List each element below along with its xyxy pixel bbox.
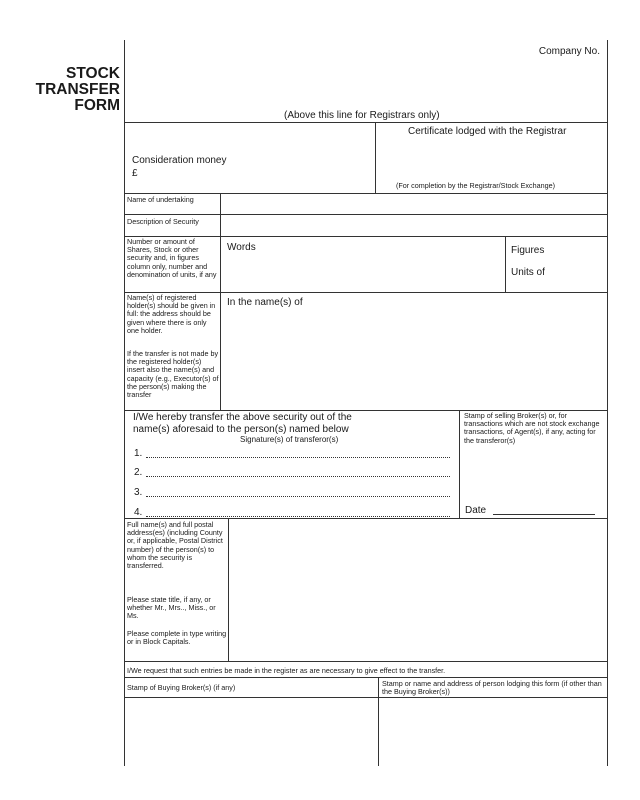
signature-line-3[interactable] (146, 496, 450, 497)
signature-line-4[interactable] (146, 516, 450, 517)
words-label: Words (227, 242, 256, 253)
stamp-selling-divider (459, 410, 460, 518)
form-title (36, 66, 120, 114)
register-request: I/We request that such entries be made in the register as are necessary to give effect to the transfer. (127, 666, 446, 675)
title-note: Please state title, if any, or whether Mr., Mrs.., Miss., or Ms. (127, 595, 216, 621)
signature-line-2[interactable] (146, 476, 450, 477)
registrars-line (124, 122, 608, 123)
description-bottom-line (124, 236, 608, 237)
holders-note: If the transfer is not made by the registered holder(s) insert also the name(s) and capacity (e.g., Executor(s) of the person(s) making the transfer (127, 349, 219, 400)
amount-bottom-line (124, 292, 608, 293)
consideration-divider (375, 122, 376, 193)
figures-label: Figures (511, 245, 545, 256)
signature-number-1: 1. (134, 448, 143, 459)
undertaking-label: Name of undertaking (127, 195, 194, 204)
figures-divider (505, 236, 506, 292)
title-line-3: FORM (74, 97, 120, 114)
signature-number-2: 2. (134, 467, 143, 478)
certificate-label: Certificate lodged with the Registrar (408, 126, 567, 137)
registrars-note: (Above this line for Registrars only) (284, 110, 440, 121)
transfer-declaration: I/We hereby transfer the above security out of the name(s) aforesaid to the person(s) named below (133, 412, 352, 435)
request-bottom-line (124, 677, 608, 678)
title-line-2: TRANSFER (35, 81, 120, 98)
date-line[interactable] (493, 514, 595, 515)
holders-label: Name(s) of registered holder(s) should be given in full: the address should be given where there is only one holder. (127, 293, 216, 335)
amount-label: Number or amount of Shares, Stock or other security and, in figures column only, number and denomination of units, if any (127, 237, 217, 279)
left-frame-line (124, 40, 125, 766)
currency-symbol: £ (132, 168, 138, 179)
units-of-label: Units of (511, 267, 545, 278)
transferee-bottom-line (124, 661, 608, 662)
completion-note: (For completion by the Registrar/Stock Exchange) (396, 181, 555, 190)
description-label: Description of Security (127, 217, 199, 226)
transferee-divider (228, 518, 229, 661)
transfer-bottom-line (124, 518, 608, 519)
stamp-lodging-label: Stamp or name and address of person lodging this form (if other than the Buying Broker(s)) (382, 679, 602, 697)
right-frame-line (607, 40, 608, 766)
transferee-label: Full name(s) and full postal address(es) (including County or, if applicable, Postal District number) of the person(s) to whom the security is transferred. (127, 520, 223, 571)
stamp-header-line (124, 697, 608, 698)
title-line-1: STOCK (66, 65, 120, 82)
consideration-label: Consideration money (132, 155, 227, 166)
date-label: Date (465, 505, 487, 516)
consideration-bottom-line (124, 193, 608, 194)
undertaking-bottom-line (124, 214, 608, 215)
signature-label: Signature(s) of transferor(s) (240, 435, 339, 444)
signature-number-4: 4. (134, 507, 143, 518)
stamp-footer-divider (378, 677, 379, 766)
label-column-divider (220, 193, 221, 410)
capitals-note: Please complete in type writing or in Block Capitals. (127, 629, 227, 647)
stamp-selling-label: Stamp of selling Broker(s) or, for transactions which are not stock exchange transactions, of Agent(s), if any, acting for the transferor(s) (464, 411, 600, 445)
company-no-label: Company No. (538, 46, 600, 57)
signature-number-3: 3. (134, 487, 143, 498)
stamp-buying-label: Stamp of Buying Broker(s) (if any) (127, 683, 236, 692)
in-name-of-label: In the name(s) of (227, 297, 303, 308)
signature-line-1[interactable] (146, 457, 450, 458)
